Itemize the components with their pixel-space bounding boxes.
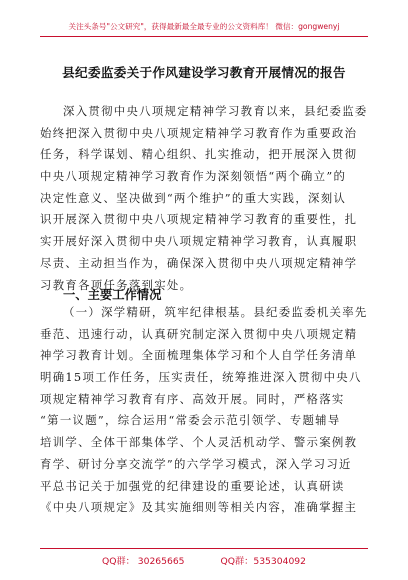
section-paragraph (40, 302, 368, 519)
footer-qq-group-2: QQ群：535304092 (220, 556, 306, 567)
paragraph-line: 深入贯彻中央八项规定精神学习教育以来，县纪委监委 (63, 104, 368, 118)
paragraph-line: 培训学、全体干部集体学、个人灵活机动学、警示案例教 (40, 435, 358, 450)
section-heading: 一、主要工作情况 (63, 288, 162, 302)
header-divider (40, 36, 368, 37)
paragraph-line: 垂范、迅速行动，认真研究制定深入贯彻中央八项规定精 (40, 326, 358, 341)
paragraph-line: 始终把深入贯彻中央八项规定精神学习教育作为重要政治 (40, 125, 358, 140)
paragraph-line: 决定性意义、坚决做到“两个维护”的重大实践，深刻认 (40, 190, 347, 205)
paragraph-line: 平总书记关于加强党的纪律建设的重要论述，认真研读 (40, 478, 345, 493)
paragraph-line: 《中央八项规定》及其实施细则等相关内容，准确掌握主 (40, 500, 358, 515)
document-title: 县纪委监委关于作风建设学习教育开展情况的报告 (62, 65, 346, 80)
paragraph-line: 任务，科学谋划、精心组织、扎实推动，把开展深入贯彻 (40, 147, 358, 162)
paragraph-line: 项规定精神学习教育有序、高效开展。同时，严格落实 (40, 391, 345, 406)
paragraph-line: 明确15项工作任务，压实责任，统筹推进深入贯彻中央八 (40, 370, 362, 385)
header-notice: 关注头条号"公文研究"，获得最新最全最专业的公文资料库！ 微信：gongwenyj (68, 22, 340, 31)
paragraph-line: 习教育各项任务落到实处。 (40, 277, 193, 292)
paragraph-line: 育学、研讨分享交流学”的六学学习模式，深入学习习近 (40, 456, 352, 471)
paragraph-line: 中央八项规定精神学习教育作为深刻领悟“两个确立”的 (40, 169, 347, 184)
intro-paragraph (40, 101, 368, 296)
footer (0, 553, 408, 567)
footer-divider (40, 548, 368, 549)
paragraph-line: 实开展好深入贯彻中央八项规定精神学习教育，认真履职 (40, 234, 358, 249)
footer-qq-group-1: QQ群： 30265665 (102, 556, 185, 567)
paragraph-line: “第一议题”，综合运用“常委会示范引领学、专题辅导 (40, 413, 341, 428)
paragraph-line: 识开展深入贯彻中央八项规定精神学习教育的重要性，扎 (40, 212, 358, 227)
paragraph-line: （一）深学精研，筑牢纪律根基。县纪委监委机关率先 (63, 305, 368, 319)
paragraph-line: 神学习教育计划。全面梳理集体学习和个人自学任务清单 (40, 348, 358, 363)
paragraph-line: 尽责、主动担当作为，确保深入贯彻中央八项规定精神学 (40, 255, 358, 270)
